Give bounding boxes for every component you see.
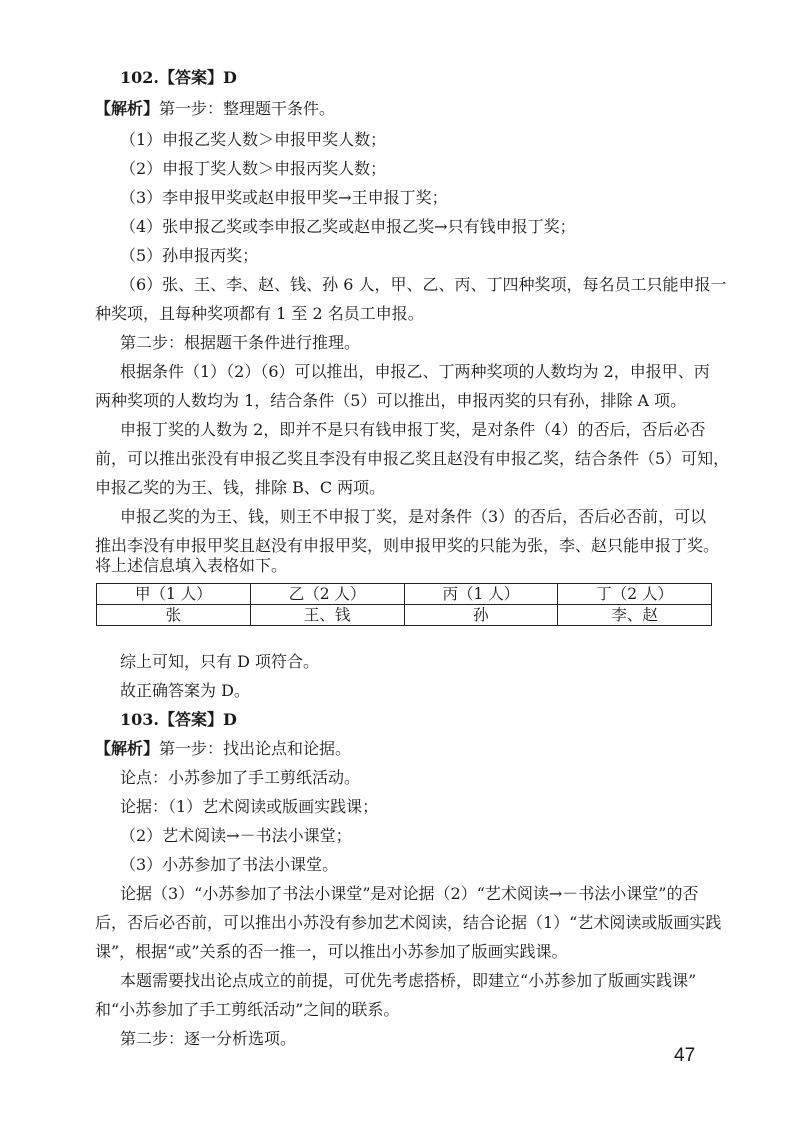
table-header-cell: 丁（2 人） xyxy=(558,584,712,605)
award-table xyxy=(96,583,712,626)
q103-analysis-line xyxy=(95,738,351,760)
q102-para3-line1: 申报乙奖的为王、钱，则王不申报丁奖，是对条件（3）的否后，否后必否前，可以 xyxy=(120,507,707,526)
q102-condition-4: （4）张申报乙奖或李申报乙奖或赵申报乙奖→只有钱申报丁奖； xyxy=(120,217,576,236)
q102-para1-line1: 根据条件（1）（2）（6）可以推出，申报乙、丁两种奖项的人数均为 2，申报甲、丙 xyxy=(120,362,710,381)
q103-para1-line1: 论据（3）“小苏参加了书法小课堂”是对论据（2）“艺术阅读→－书法小课堂”的否 xyxy=(120,884,699,903)
table-row xyxy=(97,605,712,626)
table-cell: 李、赵 xyxy=(558,605,712,626)
q103-para2-line2: 和“小苏参加了手工剪纸活动”之间的联系。 xyxy=(95,1000,400,1019)
page-number: 47 xyxy=(674,1045,696,1066)
q103-para2-line1: 本题需要找出论点成立的前提，可优先考虑搭桥，即建立“小苏参加了版画实践课” xyxy=(120,971,697,990)
analysis-label: 【解析】 xyxy=(95,739,160,758)
q103-step1: 第一步：找出论点和论据。 xyxy=(159,739,352,758)
q103-para1-line3: 课”，根据“或”关系的否一推一，可以推出小苏参加了版画实践课。 xyxy=(95,942,568,961)
q102-para2-line3: 申报乙奖的为王、钱，排除 B、C 两项。 xyxy=(95,478,386,497)
q103-step2: 第二步：逐一分析选项。 xyxy=(120,1029,297,1048)
table-cell: 孙 xyxy=(404,605,558,626)
analysis-label: 【解析】 xyxy=(95,99,160,118)
q102-conclusion-2: 故正确答案为 D。 xyxy=(120,681,250,700)
q102-condition-6: （6）张、王、李、赵、钱、孙 6 人，甲、乙、丙、丁四种奖项，每名员工只能申报一 xyxy=(120,275,727,294)
q102-condition-6-cont: 种奖项，且每种奖项都有 1 至 2 名员工申报。 xyxy=(95,304,424,323)
q102-condition-2: （2）申报丁奖人数＞申报丙奖人数； xyxy=(120,159,387,178)
q102-para2-line2: 前，可以推出张没有申报乙奖且李没有申报乙奖且赵没有申报乙奖，结合条件（5）可知， xyxy=(95,449,730,468)
q102-step1: 第一步：整理题干条件。 xyxy=(159,99,336,118)
q103-evidence-3: （3）小苏参加了书法小课堂。 xyxy=(120,855,339,874)
q103-evidence-2: （2）艺术阅读→－书法小课堂； xyxy=(120,826,352,845)
table-header-cell: 甲（1 人） xyxy=(97,584,251,605)
table-cell: 王、钱 xyxy=(250,605,404,626)
q102-condition-3: （3）李申报甲奖或赵申报甲奖→王申报丁奖； xyxy=(120,188,448,207)
q102-analysis-line xyxy=(95,98,335,120)
table-header-cell: 丙（1 人） xyxy=(404,584,558,605)
q102-para3-line2: 推出李没有申报甲奖且赵没有申报甲奖，则申报甲奖的只能为张，李、赵只能申报丁奖。 xyxy=(95,536,720,555)
table-header-cell: 乙（2 人） xyxy=(250,584,404,605)
table-cell: 张 xyxy=(97,605,251,626)
q102-step2: 第二步：根据题干条件进行推理。 xyxy=(120,333,361,352)
q103-claim: 论点：小苏参加了手工剪纸活动。 xyxy=(120,768,361,787)
q102-para3-line3: 将上述信息填入表格如下。 xyxy=(95,556,288,575)
q102-para1-line2: 两种奖项的人数均为 1，结合条件（5）可以推出，申报丙奖的只有孙，排除 A 项。 xyxy=(95,391,687,410)
table-header-row xyxy=(97,584,712,605)
q102-para2-line1: 申报丁奖的人数为 2，即并不是只有钱申报丁奖，是对条件（4）的否后，否后必否 xyxy=(120,420,706,439)
q102-answer-heading: 102.【答案】D xyxy=(120,68,237,87)
q102-condition-5: （5）孙申报丙奖； xyxy=(120,246,259,265)
q102-conclusion-1: 综上可知，只有 D 项符合。 xyxy=(120,652,320,671)
q103-answer-heading: 103.【答案】D xyxy=(120,710,237,729)
q103-para1-line2: 后，否后必否前，可以推出小苏没有参加艺术阅读，结合论据（1）“艺术阅读或版画实践 xyxy=(95,913,722,932)
q103-evidence-1: 论据：（1）艺术阅读或版画实践课； xyxy=(120,797,379,816)
q102-condition-1: （1）申报乙奖人数＞申报甲奖人数； xyxy=(120,130,387,149)
